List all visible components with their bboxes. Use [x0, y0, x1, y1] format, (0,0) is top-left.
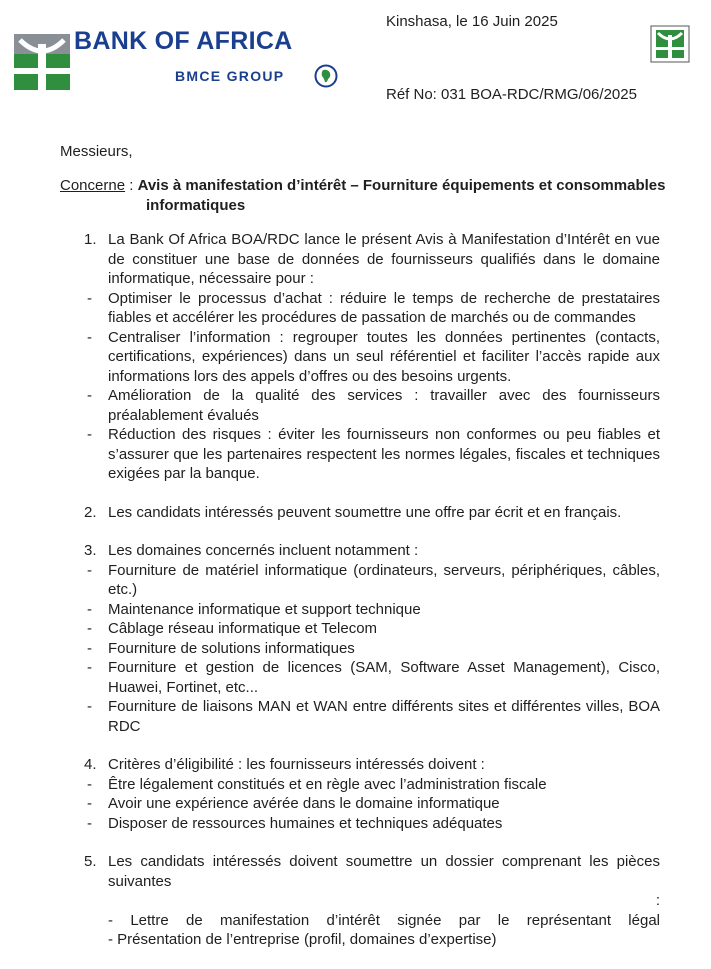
bank-of-africa-logo-icon [14, 34, 70, 90]
list-item: - Présentation de l’entreprise (profil, domaines d’expertise) [108, 931, 497, 948]
list-item: - Maintenance informatique et support technique [84, 600, 660, 620]
section-intro-colon: : [655, 892, 660, 909]
section-number: 3. [84, 542, 97, 559]
subject-line-1 [60, 176, 670, 196]
brand-name: BANK OF AFRICA [74, 27, 293, 55]
spacer [84, 484, 660, 503]
list-item: - Réduction des risques : éviter les fournisseurs non conformes ou peu fiables et s’assurer que les partenaires respectent les normes légales, fiscales et techniques exigées par la banque. [84, 425, 660, 484]
list-item: - Disposer de ressources humaines et techniques adéquates [84, 814, 660, 834]
section-2 [84, 503, 660, 523]
list-item: - Fourniture de matériel informatique (ordinateurs, serveurs, périphériques, câbles, etc.) [84, 561, 660, 600]
section-intro: Les domaines concernés incluent notamment : [108, 542, 419, 559]
section-intro: La Bank Of Africa BOA/RDC lance le présent Avis à Manifestation d’Intérêt en vue de constituer une base de données de fournisseurs qualifiés dans le domaine informatique, nécessaire pour : [108, 231, 660, 287]
list-item: - Fourniture de liaisons MAN et WAN entre différents sites et différentes villes, BOA RDC [84, 697, 660, 736]
africa-globe-icon [314, 64, 338, 88]
list-item: - Amélioration de la qualité des services : travailler avec des fournisseurs préalablement évalués [84, 386, 660, 425]
section-number: 1. [84, 231, 97, 248]
brand-group: BMCE GROUP [175, 68, 285, 84]
section-number: 4. [84, 756, 97, 773]
list-item: - Optimiser le processus d’achat : réduire le temps de recherche de prestataires fiables et accélérer les procédures de passation de marchés ou de commandes [84, 289, 660, 328]
spacer [84, 522, 660, 541]
list-item: - Lettre de manifestation d’intérêt signée par le représentant légal [108, 911, 660, 929]
subject-title: Avis à manifestation d’intérêt – Fourniture équipements et consommables [137, 177, 666, 194]
subject-label: Concerne [60, 177, 126, 194]
letter-body [84, 230, 660, 950]
section-number: 2. [84, 503, 97, 521]
salutation: Messieurs, [60, 143, 133, 160]
subject-title-continuation: informatiques [146, 197, 246, 214]
small-logo-stamp-icon [650, 25, 690, 63]
list-item: - Centraliser l’information : regrouper toutes les données pertinentes (contacts, certifications, expériences) dans un seul référentiel et faciliter l’accès rapide aux informations lors des appels d’offres ou des besoins urgents. [84, 328, 660, 387]
subject-block [60, 176, 670, 216]
spacer [84, 736, 660, 755]
section-3 [84, 541, 660, 561]
subject-separator: : [125, 177, 138, 194]
list-item: - Fourniture et gestion de licences (SAM, Software Asset Management), Cisco, Huawei, Fortinet, etc... [84, 658, 660, 697]
list-item: - Avoir une expérience avérée dans le domaine informatique [84, 794, 660, 814]
section-intro: Critères d’éligibilité : les fournisseurs intéressés doivent : [108, 756, 485, 773]
section-4 [84, 755, 660, 775]
section-5 [84, 852, 660, 911]
spacer [84, 833, 660, 852]
list-item: - Fourniture de solutions informatiques [84, 639, 660, 659]
reference-number: Réf No: 031 BOA-RDC/RMG/06/2025 [386, 86, 637, 103]
section-number: 5. [84, 853, 97, 870]
place-and-date: Kinshasa, le 16 Juin 2025 [386, 13, 558, 30]
section-1 [84, 230, 660, 289]
list-item: - Câblage réseau informatique et Telecom [84, 619, 660, 639]
section-intro: Les candidats intéressés peuvent soumettre une offre par écrit et en français. [108, 503, 622, 521]
list-item: - Être légalement constitués et en règle avec l’administration fiscale [84, 775, 660, 795]
section-intro: Les candidats intéressés doivent soumettre un dossier comprenant les pièces suivantes [108, 853, 660, 890]
